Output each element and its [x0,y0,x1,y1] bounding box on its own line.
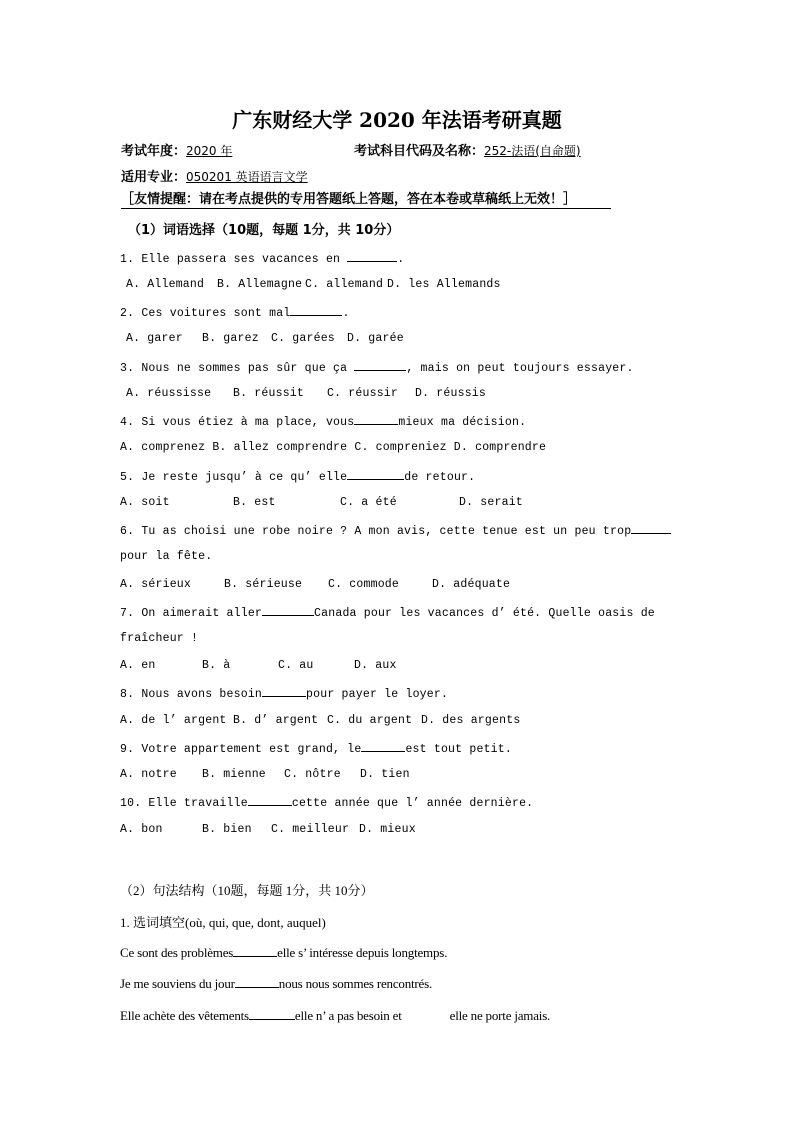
question-9: 9. Votre appartement est grand, le est tout petit. [120,743,512,756]
exam-subject [354,140,581,159]
answer-blank [354,414,398,425]
answer-blank [249,1009,295,1020]
exam-year-value: 2020 年 [186,144,233,158]
option-c: C. nôtre [284,768,341,781]
option-c: C. au [278,659,314,672]
option-c: C. allemand [305,278,384,291]
question-7: 7. On aimerait aller Canada pour les vacances d’ été. Quelle oasis de [120,607,655,620]
exam-major-label: 适用专业： [121,170,187,185]
option-b: B. à [202,659,231,672]
question-5-options [120,496,523,509]
option-a: A. de l’ argent [120,714,227,727]
exam-major [121,166,308,185]
option-b: B. d’ argent [233,714,319,727]
question-10: 10. Elle travaille cette année que l’ année dernière. [120,797,534,810]
option-d: D. tien [360,768,410,781]
section1-heading: （1）词语选择（10题，每题 1分，共 10分） [128,223,400,238]
answer-blank [290,305,342,316]
option-d: D. des argents [421,714,521,727]
section2-sentence-2: Je me souviens du jour nous nous sommes rencontrés. [120,976,433,991]
option-b: B. allez comprendre [212,441,348,454]
option-d: D. mieux [359,823,416,836]
answer-blank [347,251,397,262]
question-10-options [120,823,416,836]
exam-notice: ［友情提醒：请在考点提供的专用答题纸上答题，答在本卷或草稿纸上无效！］ [121,192,611,209]
option-a: A. Allemand [126,278,205,291]
page-title: 广东财经大学 2020 年法语考研真题 [232,108,562,132]
option-a: A. sérieux [120,578,192,591]
option-b: B. réussit [233,387,305,400]
exam-year [121,140,232,159]
option-c: C. a été [340,496,397,509]
answer-blank [347,469,404,480]
option-c: C. du argent [327,714,413,727]
answer-blank [361,741,405,752]
question-1: 1. Elle passera ses vacances en . [120,253,405,266]
exam-year-label: 考试年度： [121,144,187,159]
exam-subject-value: 252-法语(自命题) [484,144,581,158]
option-c: C. commode [328,578,400,591]
question-3: 3. Nous ne sommes pas sûr que ça , mais on peut toujours essayer. [120,362,634,375]
answer-blank [262,686,306,697]
question-7-options [120,659,397,672]
option-a: A. réussisse [126,387,212,400]
option-a: A. soit [120,496,170,509]
question-3-options [126,387,486,400]
option-b: B. bien [202,823,252,836]
question-5: 5. Je reste jusqu’ à ce qu’ elle de retour. [120,471,476,484]
question-6: 6. Tu as choisi une robe noire ? A mon avis, cette tenue est un peu trop [120,523,671,538]
answer-blank [248,795,292,806]
answer-blank [235,977,279,988]
option-a: A. en [120,659,156,672]
option-b: B. mienne [202,768,266,781]
option-b: B. est [233,496,276,509]
section2-heading: （2）句法结构（10题，每题 1分，共 10分） [120,883,374,898]
option-a: A. comprenez [120,441,206,454]
option-d: D. adéquate [432,578,511,591]
question-6-continuation: pour la fête. [120,550,213,563]
question-9-options [120,768,410,781]
option-b: B. sérieuse [224,578,303,591]
option-d: D. serait [459,496,523,509]
question-8: 8. Nous avons besoin pour payer le loyer. [120,688,449,701]
question-4: 4. Si vous étiez à ma place, vous mieux ma décision. [120,416,527,429]
option-c: C. compreniez [354,441,447,454]
option-a: A. notre [120,768,177,781]
question-8-options [120,714,520,727]
option-d: D. aux [354,659,397,672]
answer-blank [233,946,277,957]
section2-sentence-3: Elle achète des vêtements elle n’ a pas besoin et elle ne porte jamais. [120,1008,551,1023]
option-c: C. meilleur [271,823,350,836]
option-c: C. réussir [327,387,399,400]
question-1-options [126,278,501,291]
section2-subheading: 1. 选词填空(où, qui, que, dont, auquel) [120,915,326,930]
option-d: D. comprendre [453,441,547,454]
answer-blank [354,360,406,371]
exam-subject-label: 考试科目代码及名称： [354,144,485,159]
option-d: D. les Allemands [387,278,501,291]
answer-blank [631,523,671,534]
option-a: A. garer [126,332,183,345]
section2-sentence-1: Ce sont des problèmes elle s’ intéresse depuis longtemps. [120,945,448,960]
question-2-options [126,332,404,345]
answer-blank [262,605,314,616]
option-d: D. réussis [415,387,487,400]
question-2: 2. Ces voitures sont mal . [120,307,350,320]
option-d: D. garée [347,332,404,345]
option-b: B. Allemagne [217,278,303,291]
option-c: C. garées [271,332,335,345]
question-7-continuation: fraîcheur ! [120,632,199,645]
exam-major-value: 050201 英语语言文学 [186,170,308,184]
question-6-options [120,578,510,591]
option-b: B. garez [202,332,259,345]
question-4-options [120,441,546,454]
option-a: A. bon [120,823,163,836]
